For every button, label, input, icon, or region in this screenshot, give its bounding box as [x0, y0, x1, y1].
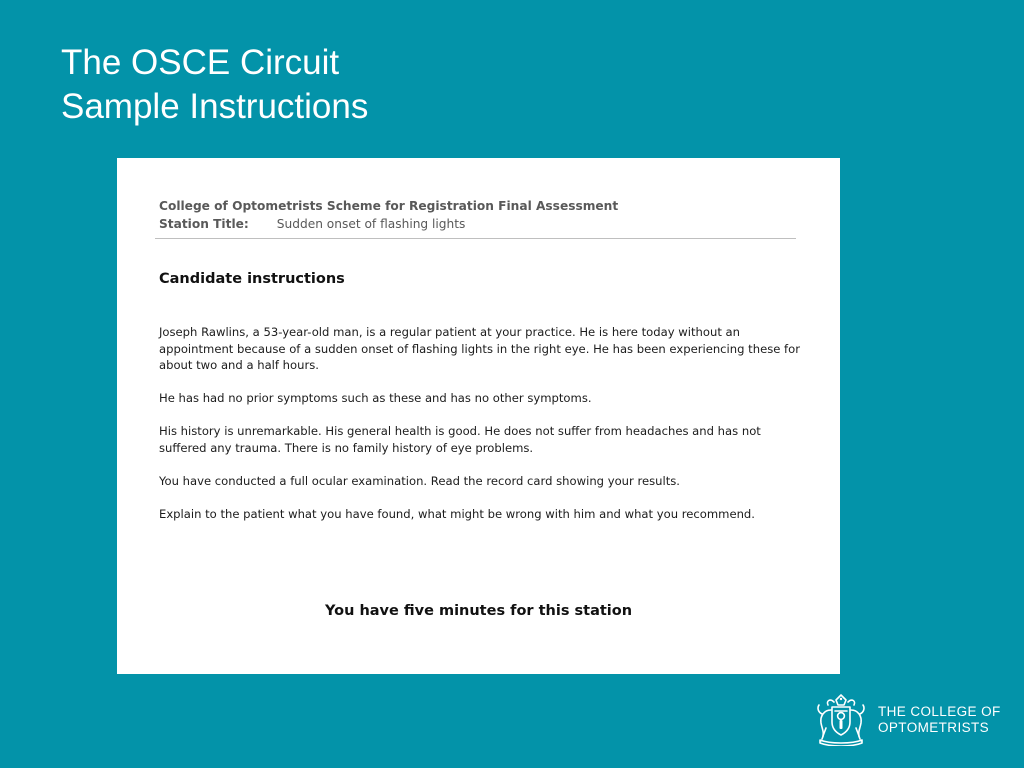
- instruction-paragraph: You have conducted a full ocular examination. Read the record card showing your results.: [159, 473, 680, 488]
- instructions-body: [159, 324, 805, 539]
- logo-line-1: THE COLLEGE OF: [878, 704, 1001, 719]
- time-limit-note: You have five minutes for this station: [324, 603, 633, 619]
- instructions-document: [117, 158, 840, 674]
- college-logo: [814, 692, 1004, 746]
- college-crest-icon: [814, 692, 868, 746]
- instruction-paragraph: His history is unremarkable. His general health is good. He does not suffer from headaches and has not suffered any trauma. There is no family history of eye problems.: [159, 424, 761, 455]
- station-title-value: Sudden onset of flashing lights: [276, 217, 466, 231]
- slide-title-line-2: Sample Instructions: [61, 87, 369, 126]
- station-title-line: [159, 215, 795, 233]
- slide-title: [61, 41, 368, 129]
- slide-title-line-1: The OSCE Circuit: [61, 43, 340, 82]
- instruction-paragraph: Explain to the patient what you have found, what might be wrong with him and what you recommend.: [159, 506, 755, 521]
- logo-line-2: OPTOMETRISTS: [878, 720, 990, 735]
- logo-wordmark: [878, 704, 1001, 736]
- candidate-instructions-heading: Candidate instructions: [159, 271, 345, 287]
- organisation-name: College of Optometrists Scheme for Registration Final Assessment: [159, 199, 619, 213]
- document-header: [159, 197, 795, 233]
- instruction-paragraph: He has had no prior symptoms such as these and has no other symptoms.: [159, 391, 592, 405]
- station-title-label: Station Title:: [159, 217, 249, 231]
- instruction-paragraph: Joseph Rawlins, a 53-year-old man, is a regular patient at your practice. He is here today without an appointment because of a sudden onset of flashing lights in the right eye. He has been experiencing these for about two and a half hours.: [159, 325, 801, 372]
- header-divider: [155, 238, 796, 239]
